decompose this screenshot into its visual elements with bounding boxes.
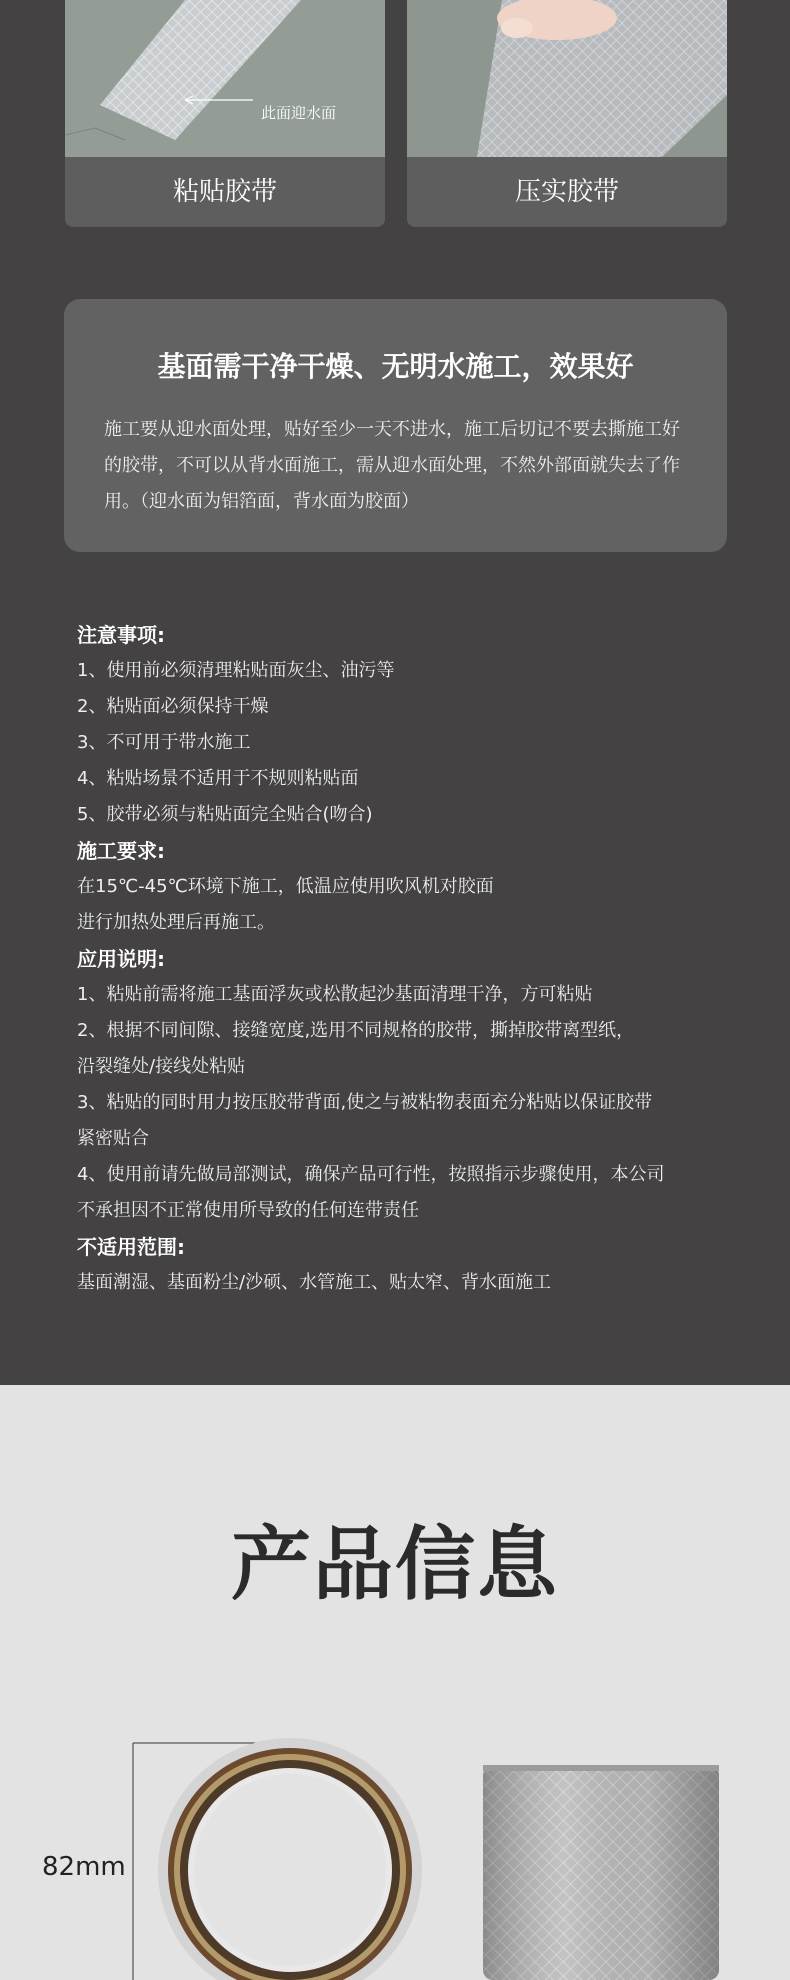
step-card-apply (65, 0, 385, 227)
caution-heading: 注意事项: (77, 623, 165, 647)
usage-line: 2、根据不同间隙、接缝宽度,选用不同规格的胶带，撕掉胶带离型纸， (77, 1020, 635, 1041)
usage-line: 紧密贴合 (77, 1128, 149, 1149)
usage-line: 4、使用前请先做局部测试，确保产品可行性，按照指示步骤使用，本公司 (77, 1164, 665, 1185)
water-face-note: 此面迎水面 (261, 104, 337, 122)
usage-line: 沿裂缝处/接线处粘贴 (77, 1056, 246, 1077)
caution-item: 4、粘贴场景不适用于不规则粘贴面 (77, 768, 359, 789)
requirement-line: 在15℃-45℃环境下施工，低温应使用吹风机对胶面 (77, 876, 494, 897)
usage-heading: 应用说明: (77, 947, 165, 971)
tip-title: 基面需干净干燥、无明水施工，效果好 (157, 350, 634, 383)
tip-card (64, 299, 727, 552)
requirement-heading: 施工要求: (77, 839, 165, 863)
usage-line: 不承担因不正常使用所导致的任何连带责任 (77, 1200, 419, 1221)
caution-item: 3、不可用于带水施工 (77, 732, 251, 753)
step-card-press (407, 0, 727, 227)
unsuitable-heading: 不适用范围: (77, 1235, 185, 1259)
step-caption-apply: 粘贴胶带 (172, 177, 277, 207)
step-photo-press (407, 0, 727, 157)
step-caption-press: 压实胶带 (514, 177, 619, 207)
caution-item: 2、粘贴面必须保持干燥 (77, 696, 269, 717)
diameter-label: 82mm (42, 1852, 126, 1882)
tip-body: 施工要从迎水面处理，贴好至少一天不进水，施工后切记不要去撕施工好的胶带，不可以从背水面施工，需从迎水面处理，不然外部面就失去了作用。（迎水面为铝箔面，背水面为胶面） (104, 419, 680, 512)
caution-item: 5、胶带必须与粘贴面完全贴合(吻合) (77, 804, 373, 825)
step-photo-apply (65, 0, 385, 157)
usage-line: 1、粘贴前需将施工基面浮灰或松散起沙基面清理干净，方可粘贴 (77, 984, 593, 1005)
product-info-title: 产品信息 (231, 1518, 559, 1611)
requirement-line: 进行加热处理后再施工。 (77, 912, 275, 933)
usage-line: 3、粘贴的同时用力按压胶带背面,使之与被粘物表面充分粘贴以保证胶带 (77, 1092, 653, 1113)
tape-product-image (125, 1735, 725, 1980)
caution-item: 1、使用前必须清理粘贴面灰尘、油污等 (77, 660, 395, 681)
unsuitable-text: 基面潮湿、基面粉尘/沙硕、水管施工、贴太窄、背水面施工 (77, 1272, 552, 1293)
usage-notes (77, 617, 757, 1301)
